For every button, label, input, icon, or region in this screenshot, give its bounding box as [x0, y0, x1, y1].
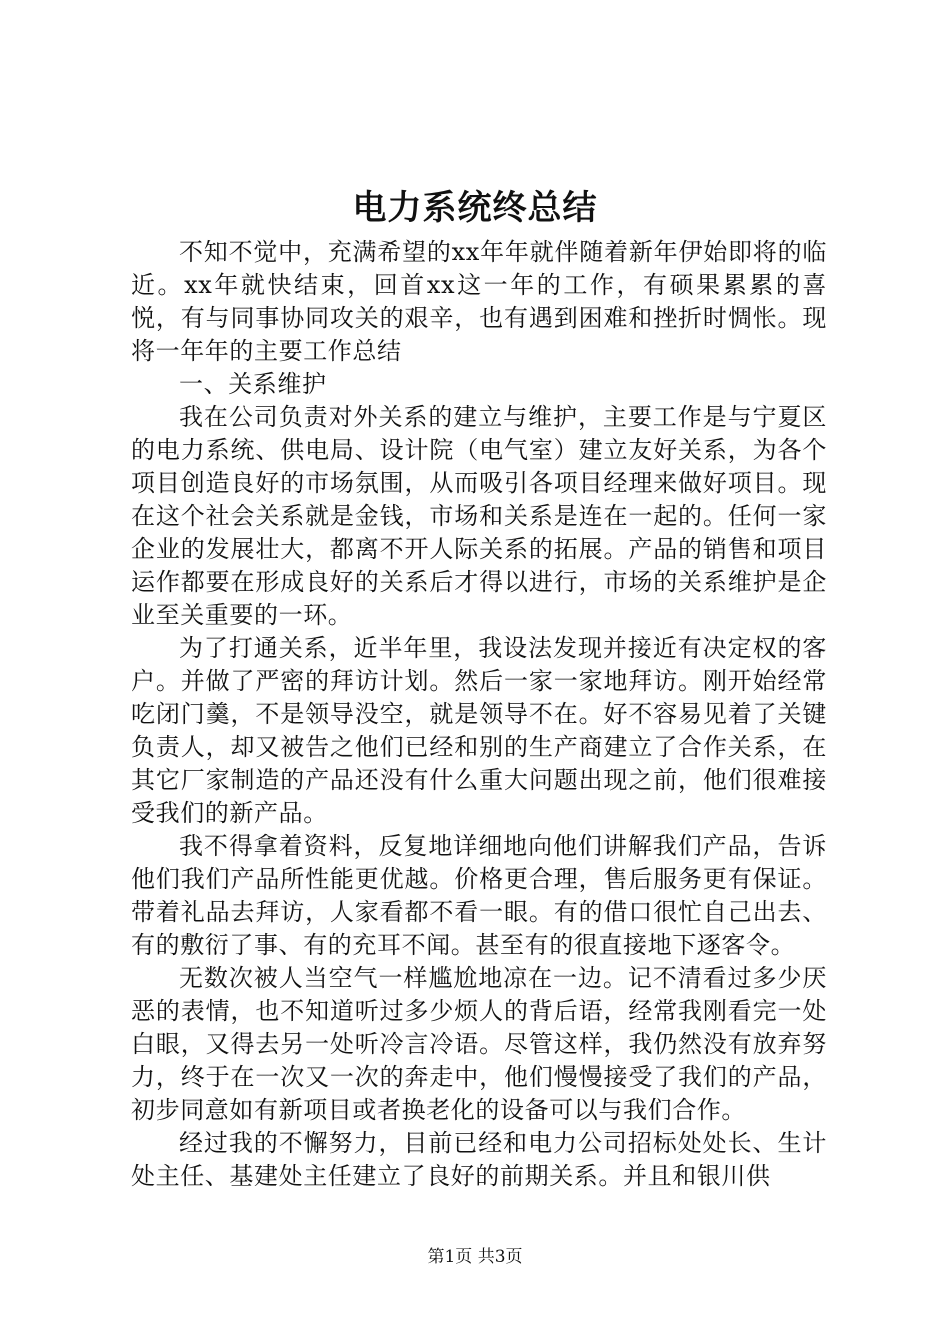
paragraph-results: 经过我的不懈努力，目前已经和电力公司招标处处长、生计处主任、基建处主任建立了良好的前期关系。并且和银川供 [131, 1129, 827, 1190]
paragraph-perseverance: 无数次被人当空气一样尴尬地凉在一边。记不清看过多少厌恶的表情，也不知道听过多少烦人的背后语，经常我刚看完一处白眼，又得去另一处听冷言冷语。尽管这样，我仍然没有放弃努力，终于在一次又一次的奔走中，他们慢慢接受了我们的产品，初步同意如有新项目或者换老化的设备可以与我们合作。 [131, 964, 827, 1124]
paragraph-client-visits: 为了打通关系，近半年里，我设法发现并接近有决定权的客户。并做了严密的拜访计划。然后一家一家地拜访。刚开始经常吃闭门羹，不是领导没空，就是领导不在。好不容易见着了关键负责人，却又被告之他们已经和别的生产商建立了合作关系，在其它厂家制造的产品还没有什么重大问题出现之前，他们很难接受我们的新产品。 [131, 634, 827, 827]
page-number-footer: 第1页 共3页 [427, 1247, 523, 1267]
document-body [131, 236, 827, 1193]
document-title: 电力系统终总结 [352, 188, 598, 228]
paragraph-intro: 不知不觉中，充满希望的xx年年就伴随着新年伊始即将的临近。xx年就快结束，回首xx这一年的工作，有硕果累累的喜悦，有与同事协同攻关的艰辛，也有遇到困难和挫折时惆怅。现将一年年的主要工作总结 [131, 238, 827, 365]
section-heading-relationship: 一、关系维护 [179, 370, 327, 398]
paragraph-product-explanation: 我不得拿着资料，反复地详细地向他们讲解我们产品，告诉他们我们产品所性能更优越。价格更合理，售后服务更有保证。带着礼品去拜访，人家看都不看一眼。有的借口很忙自己出去、有的敷衍了事、有的充耳不闻。甚至有的很直接地下逐客令。 [131, 832, 827, 959]
paragraph-relationship-role: 我在公司负责对外关系的建立与维护，主要工作是与宁夏区的电力系统、供电局、设计院（电气室）建立友好关系，为各个项目创造良好的市场氛围，从而吸引各项目经理来做好项目。现在这个社会关系就是金钱，市场和关系是连在一起的。任何一家企业的发展壮大，都离不开人际关系的拓展。产品的销售和项目运作都要在形成良好的关系后才得以进行，市场的关系维护是企业至关重要的一环。 [131, 403, 827, 629]
